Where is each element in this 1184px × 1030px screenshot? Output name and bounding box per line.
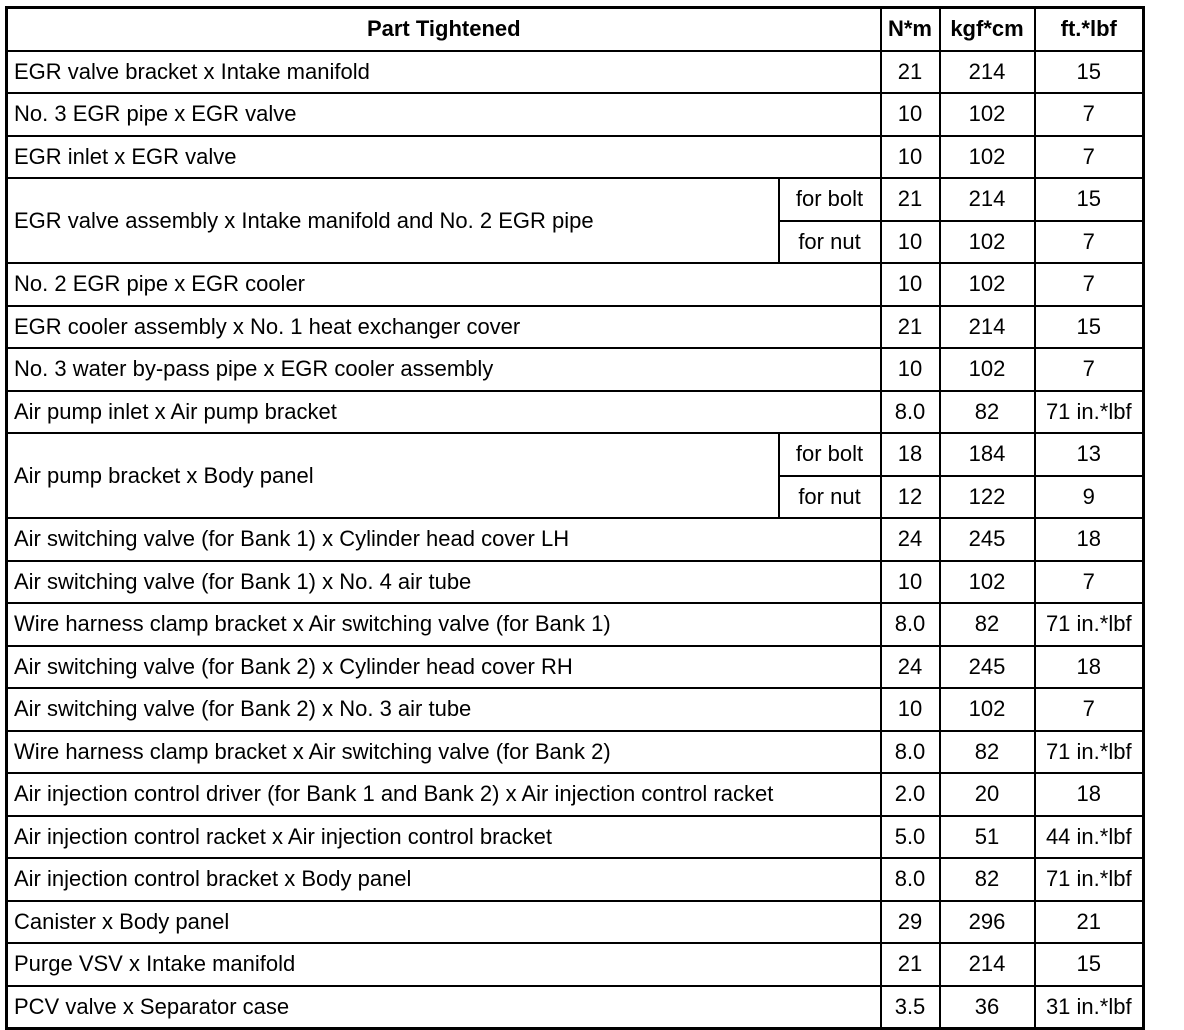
torque-nm-cell: 18 — [881, 433, 940, 476]
table-row — [7, 136, 1144, 179]
torque-ft-lbf-cell: 7 — [1035, 688, 1144, 731]
torque-ft-lbf-cell: 7 — [1035, 93, 1144, 136]
table-row — [7, 433, 1144, 476]
torque-nm-cell: 10 — [881, 348, 940, 391]
torque-spec-table-wrapper — [5, 6, 1145, 1030]
torque-kgf-cm-cell: 245 — [940, 646, 1035, 689]
torque-kgf-cm-cell: 20 — [940, 773, 1035, 816]
torque-nm-cell: 8.0 — [881, 391, 940, 434]
torque-ft-lbf-cell: 15 — [1035, 178, 1144, 221]
torque-kgf-cm-cell: 82 — [940, 391, 1035, 434]
part-tightened-cell: EGR inlet x EGR valve — [7, 136, 881, 179]
table-row — [7, 943, 1144, 986]
torque-ft-lbf-cell: 9 — [1035, 476, 1144, 519]
torque-ft-lbf-cell: 7 — [1035, 136, 1144, 179]
torque-ft-lbf-cell: 21 — [1035, 901, 1144, 944]
torque-nm-cell: 12 — [881, 476, 940, 519]
table-row — [7, 603, 1144, 646]
torque-kgf-cm-cell: 214 — [940, 51, 1035, 94]
torque-ft-lbf-cell: 7 — [1035, 348, 1144, 391]
torque-nm-cell: 10 — [881, 93, 940, 136]
torque-nm-cell: 10 — [881, 561, 940, 604]
table-row — [7, 901, 1144, 944]
part-tightened-cell: Air switching valve (for Bank 1) x No. 4 air tube — [7, 561, 881, 604]
torque-ft-lbf-cell: 15 — [1035, 51, 1144, 94]
torque-nm-cell: 8.0 — [881, 731, 940, 774]
torque-nm-cell: 3.5 — [881, 986, 940, 1029]
torque-kgf-cm-cell: 102 — [940, 348, 1035, 391]
part-tightened-cell: Air pump inlet x Air pump bracket — [7, 391, 881, 434]
torque-ft-lbf-cell: 7 — [1035, 221, 1144, 264]
part-tightened-cell: EGR cooler assembly x No. 1 heat exchanger cover — [7, 306, 881, 349]
part-tightened-cell: Air injection control driver (for Bank 1 and Bank 2) x Air injection control racket — [7, 773, 881, 816]
table-row — [7, 391, 1144, 434]
part-tightened-cell: No. 3 EGR pipe x EGR valve — [7, 93, 881, 136]
torque-ft-lbf-cell: 71 in.*lbf — [1035, 731, 1144, 774]
table-row — [7, 986, 1144, 1029]
fastener-type-cell: for nut — [779, 476, 881, 519]
table-row — [7, 646, 1144, 689]
torque-kgf-cm-cell: 245 — [940, 518, 1035, 561]
table-row — [7, 561, 1144, 604]
table-body — [7, 51, 1144, 1029]
torque-kgf-cm-cell: 214 — [940, 306, 1035, 349]
table-header-row — [7, 8, 1144, 51]
torque-nm-cell: 10 — [881, 221, 940, 264]
table-row — [7, 518, 1144, 561]
table-row — [7, 93, 1144, 136]
part-tightened-cell: Canister x Body panel — [7, 901, 881, 944]
torque-kgf-cm-cell: 102 — [940, 263, 1035, 306]
torque-kgf-cm-cell: 102 — [940, 688, 1035, 731]
torque-ft-lbf-cell: 7 — [1035, 561, 1144, 604]
table-row — [7, 688, 1144, 731]
fastener-type-cell: for bolt — [779, 178, 881, 221]
torque-nm-cell: 8.0 — [881, 603, 940, 646]
torque-nm-cell: 10 — [881, 688, 940, 731]
header-kgf-cm: kgf*cm — [940, 8, 1035, 51]
part-tightened-cell: Wire harness clamp bracket x Air switching valve (for Bank 2) — [7, 731, 881, 774]
torque-kgf-cm-cell: 296 — [940, 901, 1035, 944]
torque-ft-lbf-cell: 44 in.*lbf — [1035, 816, 1144, 859]
torque-ft-lbf-cell: 15 — [1035, 943, 1144, 986]
torque-kgf-cm-cell: 51 — [940, 816, 1035, 859]
header-nm: N*m — [881, 8, 940, 51]
table-row — [7, 858, 1144, 901]
torque-ft-lbf-cell: 18 — [1035, 773, 1144, 816]
torque-nm-cell: 24 — [881, 646, 940, 689]
part-tightened-cell: Air switching valve (for Bank 1) x Cylinder head cover LH — [7, 518, 881, 561]
torque-ft-lbf-cell: 15 — [1035, 306, 1144, 349]
torque-nm-cell: 21 — [881, 943, 940, 986]
torque-kgf-cm-cell: 82 — [940, 858, 1035, 901]
table-row — [7, 178, 1144, 221]
part-tightened-cell: Air switching valve (for Bank 2) x No. 3 air tube — [7, 688, 881, 731]
fastener-type-cell: for nut — [779, 221, 881, 264]
torque-kgf-cm-cell: 122 — [940, 476, 1035, 519]
part-tightened-cell: No. 2 EGR pipe x EGR cooler — [7, 263, 881, 306]
torque-ft-lbf-cell: 18 — [1035, 646, 1144, 689]
part-tightened-cell: Purge VSV x Intake manifold — [7, 943, 881, 986]
table-row — [7, 348, 1144, 391]
torque-nm-cell: 5.0 — [881, 816, 940, 859]
torque-kgf-cm-cell: 82 — [940, 731, 1035, 774]
part-tightened-cell: Wire harness clamp bracket x Air switching valve (for Bank 1) — [7, 603, 881, 646]
torque-kgf-cm-cell: 102 — [940, 136, 1035, 179]
part-tightened-cell: PCV valve x Separator case — [7, 986, 881, 1029]
torque-ft-lbf-cell: 71 in.*lbf — [1035, 603, 1144, 646]
table-row — [7, 731, 1144, 774]
torque-kgf-cm-cell: 82 — [940, 603, 1035, 646]
torque-kgf-cm-cell: 36 — [940, 986, 1035, 1029]
torque-kgf-cm-cell: 102 — [940, 93, 1035, 136]
torque-kgf-cm-cell: 184 — [940, 433, 1035, 476]
torque-kgf-cm-cell: 102 — [940, 221, 1035, 264]
torque-nm-cell: 2.0 — [881, 773, 940, 816]
part-tightened-cell: No. 3 water by-pass pipe x EGR cooler assembly — [7, 348, 881, 391]
part-tightened-cell: Air pump bracket x Body panel — [7, 433, 779, 518]
torque-ft-lbf-cell: 71 in.*lbf — [1035, 391, 1144, 434]
table-row — [7, 306, 1144, 349]
table-row — [7, 773, 1144, 816]
torque-nm-cell: 21 — [881, 178, 940, 221]
torque-nm-cell: 10 — [881, 263, 940, 306]
torque-nm-cell: 21 — [881, 306, 940, 349]
part-tightened-cell: Air switching valve (for Bank 2) x Cylinder head cover RH — [7, 646, 881, 689]
table-row — [7, 263, 1144, 306]
part-tightened-cell: Air injection control bracket x Body panel — [7, 858, 881, 901]
torque-nm-cell: 24 — [881, 518, 940, 561]
torque-kgf-cm-cell: 214 — [940, 178, 1035, 221]
torque-ft-lbf-cell: 13 — [1035, 433, 1144, 476]
part-tightened-cell: Air injection control racket x Air injection control bracket — [7, 816, 881, 859]
torque-nm-cell: 10 — [881, 136, 940, 179]
fastener-type-cell: for bolt — [779, 433, 881, 476]
torque-ft-lbf-cell: 31 in.*lbf — [1035, 986, 1144, 1029]
part-tightened-cell: EGR valve bracket x Intake manifold — [7, 51, 881, 94]
torque-nm-cell: 21 — [881, 51, 940, 94]
header-part-tightened: Part Tightened — [7, 8, 881, 51]
torque-nm-cell: 29 — [881, 901, 940, 944]
torque-kgf-cm-cell: 102 — [940, 561, 1035, 604]
torque-kgf-cm-cell: 214 — [940, 943, 1035, 986]
torque-ft-lbf-cell: 18 — [1035, 518, 1144, 561]
torque-nm-cell: 8.0 — [881, 858, 940, 901]
torque-ft-lbf-cell: 7 — [1035, 263, 1144, 306]
torque-spec-table — [5, 6, 1145, 1030]
table-row — [7, 816, 1144, 859]
table-row — [7, 51, 1144, 94]
header-ft-lbf: ft.*lbf — [1035, 8, 1144, 51]
part-tightened-cell: EGR valve assembly x Intake manifold and No. 2 EGR pipe — [7, 178, 779, 263]
torque-ft-lbf-cell: 71 in.*lbf — [1035, 858, 1144, 901]
